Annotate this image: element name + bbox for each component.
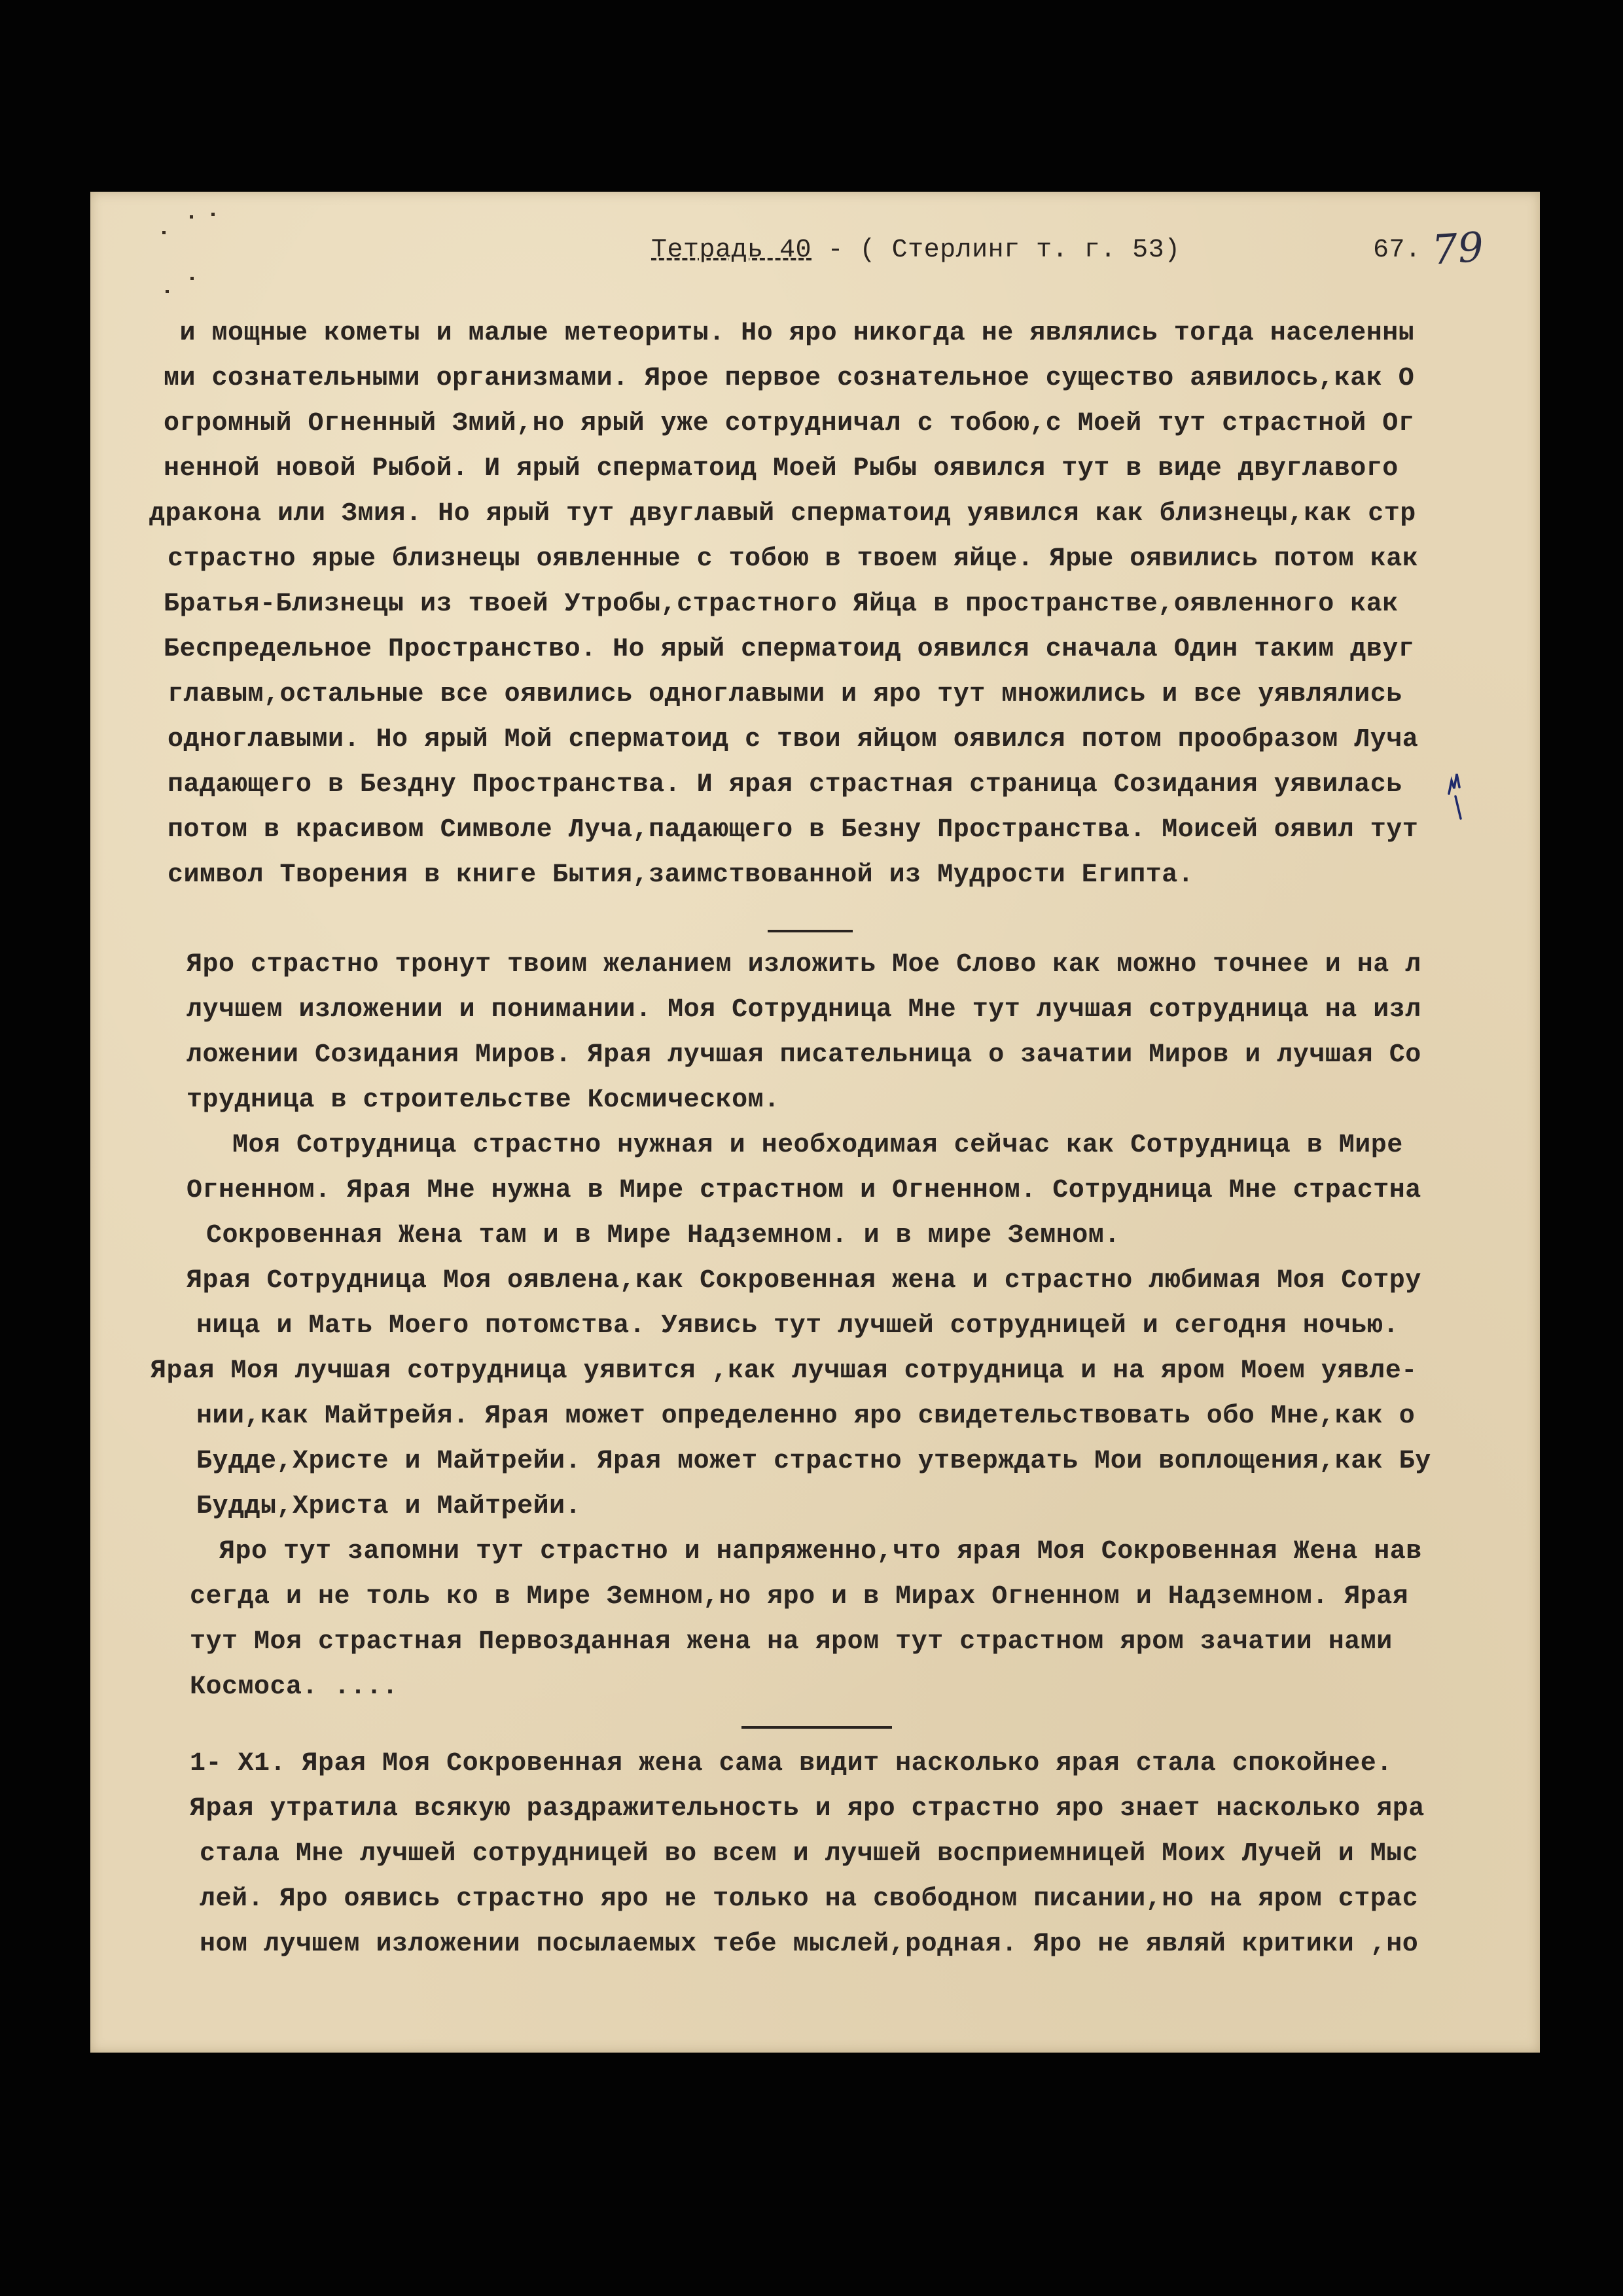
speck [166,290,169,293]
typewritten-page [90,192,1540,2053]
speck [162,231,166,234]
text-line: Космоса. .... [190,1672,399,1702]
text-line: Сокровенная Жена там и в Мире Надземном. и в мире Земном. [206,1221,1120,1250]
text-line: дракона или Змия. Но ярый тут двуглавый сперматоид уявился как близнецы,как стр [149,499,1416,529]
notebook-subtitle: - ( Стерлинг т. г. 53) [812,236,1181,265]
speck [190,277,194,280]
text-line: сегда и не толь ко в Мире Земном,но яро и в Мирах Огненном и Надземном. Ярая [190,1582,1409,1612]
text-line: Огненном. Ярая Мне нужна в Мире страстном и Огненном. Сотрудница Мне страстна [187,1176,1421,1205]
section-divider [741,1726,892,1729]
text-line: Будде,Христе и Майтрейи. Ярая может страстно утверждать Мои воплощения,как Бу [196,1447,1431,1476]
text-line: лучшем изложении и понимании. Моя Сотрудница Мне тут лучшая сотрудница на изл [187,995,1421,1025]
text-line: Беспредельное Пространство. Но ярый сперматоид оявился сначала Один таким двуг [164,635,1415,664]
text-line: Ярая утратила всякую раздражительность и яро страстно яро знает насколько яра [190,1794,1425,1824]
handwritten-page-number: 79 [1430,222,1486,274]
text-line: стала Мне лучшей сотрудницей во всем и лучшей восприемницей Моих Лучей и Мыс [200,1839,1419,1869]
text-line: одноглавыми. Но ярый Мой сперматоид с твои яйцом оявился потом прообразом Луча [168,725,1419,754]
text-line: Ярая Моя лучшая сотрудница уявится ,как лучшая сотрудница и на яром Моем уявле- [151,1356,1418,1386]
text-line: Моя Сотрудница страстно нужная и необходимая сейчас как Сотрудница в Мире [232,1131,1403,1160]
notebook-title: Тетрадь 40 [651,236,812,265]
handwritten-correction-mark [1445,768,1465,820]
typed-page-number: 67. [1373,236,1421,265]
text-line: символ Творения в книге Бытия,заимствованной из Мудрости Египта. [168,860,1194,890]
section-divider [768,930,853,932]
text-line: ложении Созидания Миров. Ярая лучшая писательница о зачатии Миров и лучшая Со [187,1040,1421,1070]
text-line: ми сознательными организмами. Ярое первое сознательное существо аявилось,как О [164,364,1415,393]
text-line: тут Моя страстная Первозданная жена на яром тут страстном яром зачатии нами [190,1627,1393,1657]
text-line: огромный Огненный Змий,но ярый уже сотрудничал с тобою,с Моей тут страстной Ог [164,409,1415,438]
text-line: Ярая Сотрудница Моя оявлена,как Сокровенная жена и страстно любимая Моя Сотру [187,1266,1421,1296]
text-line: 1- Х1. Ярая Моя Сокровенная жена сама видит насколько ярая стала спокойнее. [190,1749,1393,1778]
text-line: ном лучшем изложении посылаемых тебе мыслей,родная. Яро не являй критики ,но [200,1930,1419,1959]
page-header-title [651,238,1181,264]
text-line: страстно ярые близнецы оявленные с тобою в твоем яйце. Ярые оявились потом как [168,544,1419,574]
text-line: трудница в строительстве Космическом. [187,1086,780,1115]
text-line: лей. Яро оявись страстно яро не только на свободном писании,но на яром страс [200,1884,1419,1914]
text-line: и мощные кометы и малые метеориты. Но яро никогда не являлись тогда населенны [164,319,1415,348]
text-line: ница и Мать Моего потомства. Уявись тут лучшей сотрудницей и сегодня ночью. [196,1311,1399,1341]
speck [190,215,193,219]
text-line: Будды,Христа и Майтрейи. [196,1492,582,1521]
text-line: Яро тут запомни тут страстно и напряженно,что ярая Моя Сокровенная Жена нав [219,1537,1422,1566]
text-line: Яро страстно тронут твоим желанием изложить Мое Слово как можно точнее и на л [187,950,1421,980]
text-line: потом в красивом Символе Луча,падающего в Безну Пространства. Моисей оявил тут [168,815,1419,845]
text-line: главым,остальные все оявились одноглавыми и яро тут множились и все уявлялись [168,680,1402,709]
text-line: падающего в Бездну Пространства. И ярая страстная страница Созидания уявилась [168,770,1402,800]
text-line: Братья-Близнецы из твоей Утробы,страстного Яйца в пространстве,оявленного как [164,590,1399,619]
text-line: нии,как Майтрейя. Ярая может определенно яро свидетельствовать обо Мне,как о [196,1402,1416,1431]
speck [211,213,215,216]
text-line: ненной новой Рыбой. И ярый сперматоид Моей Рыбы оявился тут в виде двуглавого [164,454,1399,484]
